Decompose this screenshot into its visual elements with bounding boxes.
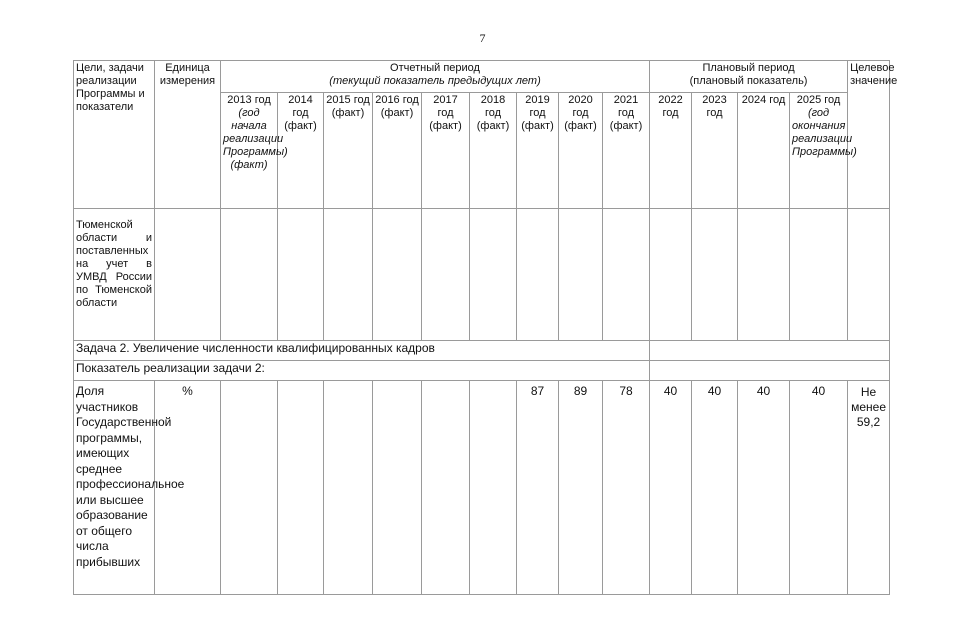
year-col-2: 2014 год (факт)	[278, 93, 324, 209]
indicator-label: Доля участников Государственной программы, имеющих среднее профессиональное или высшее образование от общего числа прибывших	[74, 381, 155, 595]
value-2013	[221, 381, 278, 595]
continued-label: Тюменской области и поставленных на учет в УМВД России по Тюменской области	[74, 209, 155, 341]
header-row-1	[74, 61, 890, 93]
year-col-6: 2018 год (факт)	[470, 93, 517, 209]
header-target: Целевое значение	[848, 61, 890, 209]
year-col-13: 2025 год (год окончания реализации Программы)	[790, 93, 848, 209]
year-col-12: 2024 год	[738, 93, 790, 209]
indicator-unit: %	[155, 381, 221, 595]
value-2014	[278, 381, 324, 595]
value-2023: 40	[692, 381, 738, 595]
indicator-row	[74, 381, 890, 595]
task2-indicator-row	[74, 361, 890, 381]
header-unit: Единица измерения	[155, 61, 221, 209]
value-2021: 78	[603, 381, 650, 595]
task2-label: Задача 2. Увеличение численности квалифицированных кадров	[74, 341, 650, 361]
indicators-table	[73, 60, 898, 595]
reporting-subtitle: (текущий показатель предыдущих лет)	[329, 75, 541, 87]
value-2018	[470, 381, 517, 595]
reporting-title: Отчетный период	[390, 62, 480, 74]
task2-row	[74, 341, 890, 361]
year-col-7: 2019 год (факт)	[517, 93, 559, 209]
task2-indicator-label: Показатель реализации задачи 2:	[74, 361, 650, 381]
value-2017	[422, 381, 470, 595]
year-col-1: 2013 год (год начала реализации Программы) (факт)	[221, 93, 278, 209]
indicator-target: Не менее 59,2	[848, 381, 890, 595]
year-col-8: 2020 год (факт)	[559, 93, 603, 209]
planned-subtitle: (плановый показатель)	[689, 75, 808, 87]
year-col-10: 2022 год	[650, 93, 692, 209]
value-2022: 40	[650, 381, 692, 595]
header-reporting-period	[221, 61, 650, 93]
value-2015	[324, 381, 373, 595]
year-col-9: 2021 год (факт)	[603, 93, 650, 209]
year-col-5: 2017 год (факт)	[422, 93, 470, 209]
page-number: 7	[479, 31, 486, 45]
header-planned-period	[650, 61, 848, 93]
value-2025: 40	[790, 381, 848, 595]
value-2019: 87	[517, 381, 559, 595]
planned-title: Плановый период	[702, 62, 795, 74]
year-col-11: 2023 год	[692, 93, 738, 209]
header-goals: Цели, задачи реализации Программы и показатели	[74, 61, 155, 209]
value-2016	[373, 381, 422, 595]
year-col-4: 2016 год (факт)	[373, 93, 422, 209]
value-2020: 89	[559, 381, 603, 595]
value-2024: 40	[738, 381, 790, 595]
year-col-3: 2015 год (факт)	[324, 93, 373, 209]
continued-row	[74, 209, 890, 341]
